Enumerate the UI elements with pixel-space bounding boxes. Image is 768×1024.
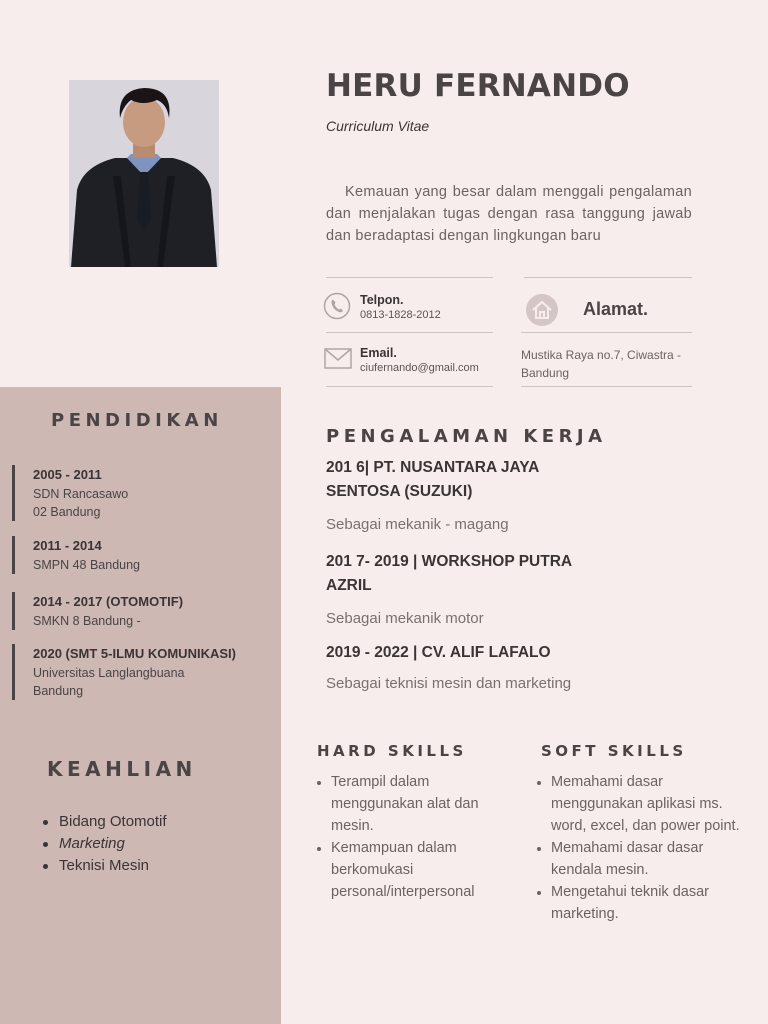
- education-year: 2020 (SMT 5-ILMU KOMUNIKASI): [33, 646, 236, 661]
- divider: [524, 277, 692, 278]
- education-item: [12, 592, 183, 630]
- section-title-soft-skills: SOFT SKILLS: [541, 742, 687, 760]
- list-item: Kemampuan dalam berkomukasi personal/interpersonal: [331, 837, 516, 903]
- keahlian-list: [59, 811, 167, 877]
- list-item: Memahami dasar menggunakan aplikasi ms. word, excel, dan power point.: [551, 771, 751, 837]
- job-title: 2019 - 2022 | CV. ALIF LAFALO: [326, 644, 551, 661]
- phone-icon: [323, 292, 351, 325]
- profile-summary: Kemauan yang besar dalam menggali pengalaman dan menjalakan tugas dengan rasa tanggung jawab dan beradaptasi dengan lingkungan baru: [326, 184, 692, 244]
- education-school: SMPN 48 Bandung: [33, 558, 141, 572]
- education-school: SMKN 8 Bandung -: [33, 614, 141, 628]
- list-item: Terampil dalam menggunakan alat dan mesin.: [331, 771, 516, 837]
- address-value: Mustika Raya no.7, Ciwastra - Bandung: [521, 348, 682, 380]
- list-item: Bidang Otomotif: [59, 811, 167, 833]
- document-subtitle: Curriculum Vitae: [326, 118, 430, 134]
- list-item: Memahami dasar dasar kendala mesin.: [551, 837, 751, 881]
- email-label: Email.: [360, 346, 397, 360]
- phone-label: Telpon.: [360, 293, 404, 307]
- education-year: 2011 - 2014: [33, 538, 102, 553]
- email-icon: [324, 348, 352, 375]
- profile-photo-illustration: [69, 80, 219, 267]
- list-item: Marketing: [59, 833, 167, 855]
- job-title: 201 6| PT. NUSANTARA JAYA SENTOSA (SUZUKI): [326, 459, 539, 500]
- hard-skills-list: [331, 771, 516, 903]
- divider: [326, 277, 493, 278]
- divider: [326, 386, 493, 387]
- education-year: 2014 - 2017 (OTOMOTIF): [33, 594, 184, 609]
- section-title-hard-skills: HARD SKILLS: [317, 742, 467, 760]
- job-title: 201 7- 2019 | WORKSHOP PUTRA AZRIL: [326, 553, 572, 594]
- section-title-pendidikan: PENDIDIKAN: [51, 410, 223, 431]
- list-item: Teknisi Mesin: [59, 855, 167, 877]
- divider: [326, 332, 493, 333]
- divider: [521, 386, 692, 387]
- job-description: Sebagai mekanik - magang: [326, 516, 509, 533]
- list-item: Mengetahui teknik dasar marketing.: [551, 881, 751, 925]
- section-title-pengalaman: PENGALAMAN KERJA: [326, 426, 607, 447]
- divider: [521, 332, 692, 333]
- person-name: HERU FERNANDO: [326, 68, 630, 104]
- profile-photo: [69, 80, 219, 267]
- education-item: [12, 465, 143, 521]
- section-title-keahlian: KEAHLIAN: [47, 757, 197, 781]
- home-icon: [525, 293, 559, 332]
- phone-value: 0813-1828-2012: [360, 309, 441, 321]
- education-school: Universitas Langlangbuana Bandung: [33, 666, 185, 698]
- address-label: Alamat.: [583, 299, 649, 319]
- education-school: SDN Rancasawo 02 Bandung: [33, 487, 129, 519]
- job-description: Sebagai teknisi mesin dan marketing: [326, 675, 572, 692]
- education-item: [12, 536, 140, 574]
- education-item: [12, 644, 236, 700]
- email-value: ciufernando@gmail.com: [360, 362, 479, 374]
- job-description: Sebagai mekanik motor: [326, 610, 484, 627]
- soft-skills-list: [551, 771, 751, 925]
- education-year: 2005 - 2011: [33, 467, 102, 482]
